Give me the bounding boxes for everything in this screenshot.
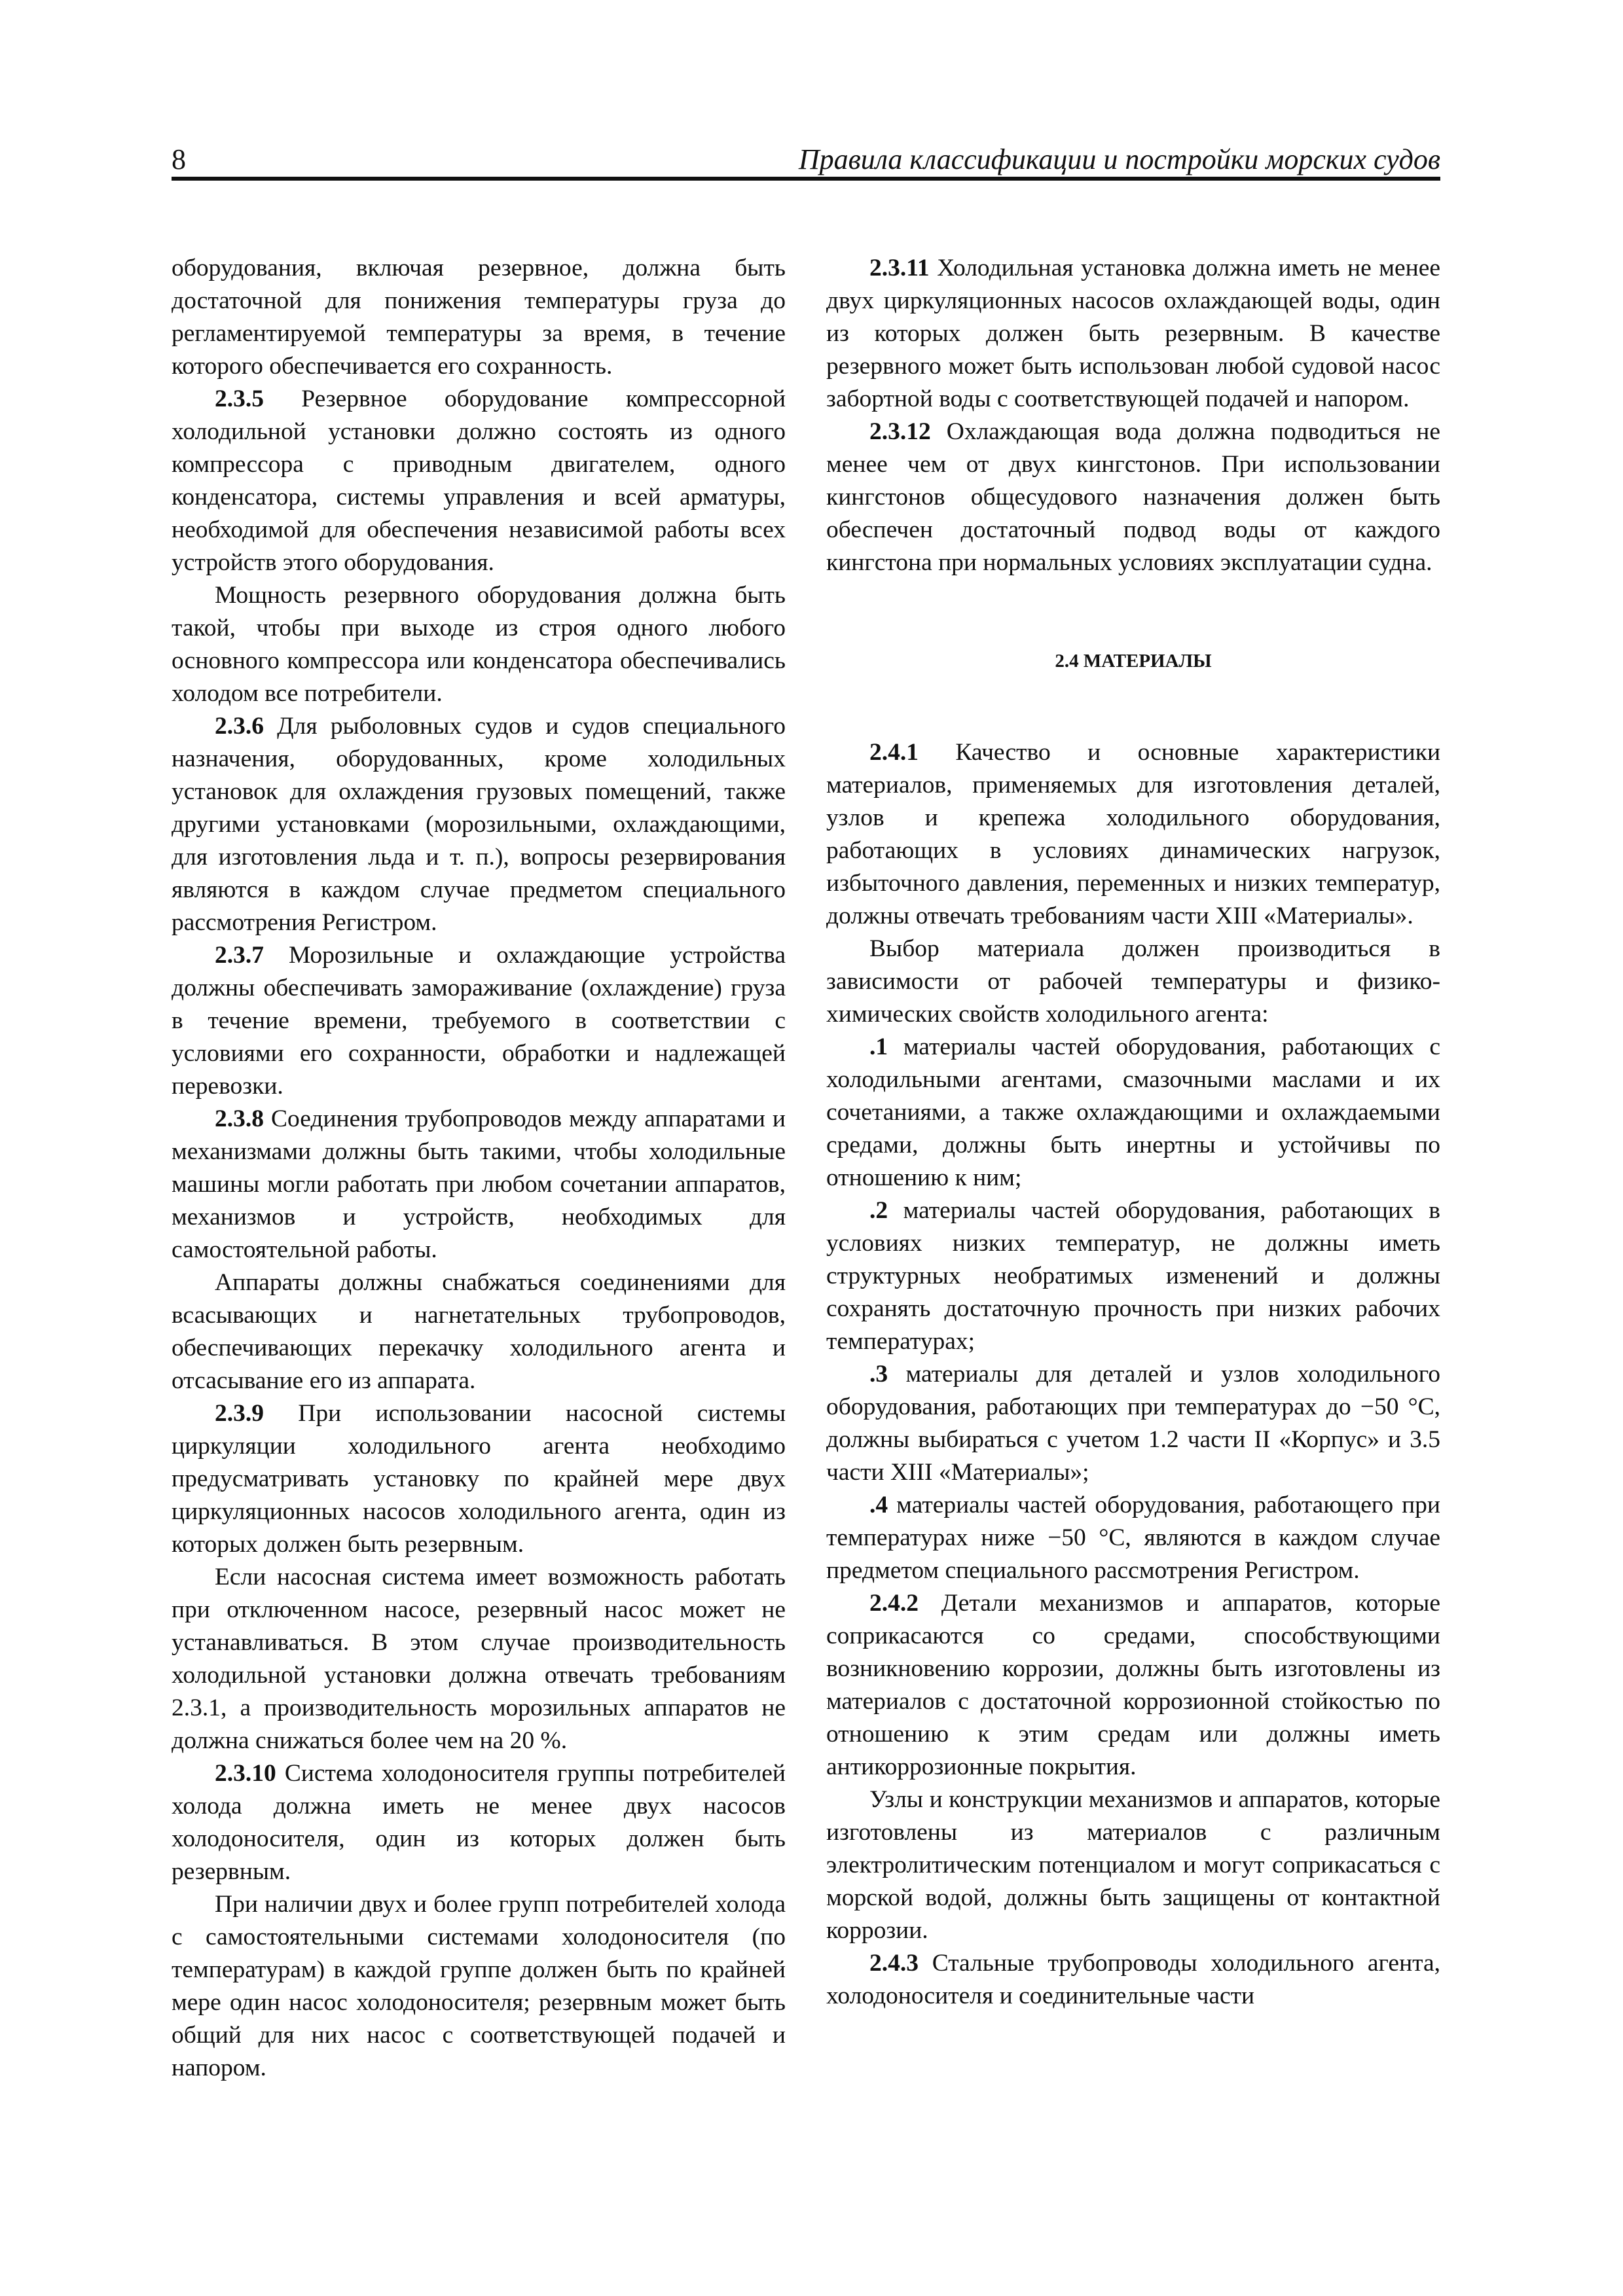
paragraph bbox=[172, 1103, 786, 1266]
list-number: .4 bbox=[869, 1492, 888, 1518]
paragraph bbox=[172, 710, 786, 939]
page-number: 8 bbox=[172, 143, 186, 175]
spacer bbox=[826, 677, 1440, 736]
paragraph bbox=[172, 1397, 786, 1561]
clause-number: 2.3.11 bbox=[869, 255, 930, 281]
paragraph-text: Детали механизмов и аппаратов, которые соприкасаются со средами, способствующими возникновению коррозии, должны быть изготовлены из материалов с достаточной коррозионной стойкостью по отношению к этим средам или должны иметь антикоррозионные покрытия. bbox=[826, 1590, 1441, 1780]
clause-number: 2.4.2 bbox=[869, 1590, 919, 1617]
paragraph-text: Стальные трубопроводы холодильного агента, холодоносителя и соединительные части bbox=[826, 1950, 1440, 2009]
paragraph-text: материалы частей оборудования, работающего при температурах ниже −50 °С, являются в каждом случае предметом специального рассмотрения Регистром. bbox=[826, 1492, 1440, 1584]
paragraph-text: Аппараты должны снабжаться соединениями для всасывающих и нагнетательных трубопроводов, обеспечивающих перекачку холодильного агента и отсасывание его из аппарата. bbox=[172, 1269, 786, 1394]
clause-number: 2.3.5 bbox=[215, 386, 264, 412]
header-rule bbox=[172, 177, 1440, 181]
paragraph-text: Соединения трубопроводов между аппаратами и механизмами должны быть такими, чтобы холодильные машины могли работать при любом сочетании аппаратов, механизмов и устройств, необходимых для самостоятельной работы. bbox=[172, 1105, 786, 1263]
paragraph-text: Холодильная установка должна иметь не менее двух циркуляционных насосов охлаждающей воды, один из которых должен быть резервным. В качестве резервного может быть использован любой судовой насос забортной воды с соответствующей подачей и напором. bbox=[826, 255, 1440, 412]
paragraph-text: материалы для деталей и узлов холодильного оборудования, работающих при температурах до −50 °С, должны выбираться с учетом 1.2 части II «Корпус» и 3.5 части XIII «Материалы»; bbox=[826, 1361, 1440, 1486]
section-title: 2.4 МАТЕРИАЛЫ bbox=[1055, 651, 1212, 672]
paragraph-text: Резервное оборудование компрессорной холодильной установки должно состоять из одного компрессора с приводным двигателем, одного конденсатора, системы управления и всей арматуры, необходимой для обеспечения независимой работы всех устройств этого оборудования. bbox=[172, 386, 786, 576]
paragraph bbox=[826, 416, 1440, 579]
paragraph bbox=[172, 579, 786, 710]
running-title: Правила классификации и постройки морских судов bbox=[798, 143, 1440, 175]
paragraph-text: При использовании насосной системы циркуляции холодильного агента необходимо предусматривать установку по крайней мере двух циркуляционных насосов холодильного агента, один из которых должен быть резервным. bbox=[172, 1400, 786, 1558]
clause-number: 2.3.9 bbox=[215, 1400, 264, 1427]
paragraph-text: Мощность резервного оборудования должна быть такой, чтобы при выходе из строя одного любого основного компрессора или конденсатора обеспечивались холодом все потребители. bbox=[172, 582, 786, 707]
paragraph-text: Если насосная система имеет возможность работать при отключенном насосе, резервный насос может не устанавливаться. В этом случае производительность холодильной установки должна отвечать требованиям 2.3.1, а производительность морозильных аппаратов не должна снижаться более чем на 20 %. bbox=[172, 1564, 786, 1754]
paragraph bbox=[172, 1888, 786, 2085]
paragraph-text: Качество и основные характеристики материалов, применяемых для изготовления деталей, узлов и крепежа холодильного оборудования, работающих в условиях динамических нагрузок, избыточного давления, переменных и низких температур, должны отвечать требованиям части XIII «Материалы». bbox=[826, 739, 1441, 929]
clause-number: 2.4.3 bbox=[869, 1950, 919, 1977]
list-number: .3 bbox=[869, 1361, 888, 1388]
list-item bbox=[826, 1358, 1440, 1489]
paragraph bbox=[826, 1947, 1440, 2013]
paragraph bbox=[172, 252, 786, 383]
clause-number: 2.3.6 bbox=[215, 713, 264, 740]
page-header bbox=[172, 143, 1440, 177]
paragraph bbox=[826, 1587, 1440, 1784]
paragraph bbox=[172, 1757, 786, 1888]
paragraph-text: Для рыболовных судов и судов специального назначения, оборудованных, кроме холодильных установок для охлаждения грузовых помещений, также другими установками (морозильными, охлаждающими, для изготовления льда и т. п.), вопросы резервирования являются в каждом случае предметом специального рассмотрения Регистром. bbox=[172, 713, 786, 936]
clause-number: 2.3.8 bbox=[215, 1105, 264, 1132]
paragraph bbox=[826, 736, 1440, 933]
clause-number: 2.4.1 bbox=[869, 739, 919, 766]
list-number: .1 bbox=[869, 1033, 888, 1060]
clause-number: 2.3.12 bbox=[869, 418, 931, 445]
list-item bbox=[826, 1489, 1440, 1587]
clause-number: 2.3.7 bbox=[215, 942, 264, 969]
paragraph bbox=[172, 383, 786, 579]
paragraph-text: Морозильные и охлаждающие устройства должны обеспечивать замораживание (охлаждение) груза в течение времени, требуемого в соответствии с условиями его сохранности, обработки и надлежащей перевозки. bbox=[172, 942, 786, 1100]
list-number: .2 bbox=[869, 1197, 888, 1224]
paragraph-text: Выбор материала должен производиться в зависимости от рабочей температуры и физико-химических свойств холодильного агента: bbox=[826, 935, 1440, 1028]
paragraph bbox=[826, 252, 1440, 416]
paragraph-text: Система холодоносителя группы потребителей холода должна иметь не менее двух насосов холодоносителя, один из которых должен быть резервным. bbox=[172, 1760, 786, 1885]
paragraph-text: При наличии двух и более групп потребителей холода с самостоятельными системами холодоносителя (по температурам) в каждой группе должен быть по крайней мере один насос холодоносителя; резервным может быть общий для них насос с соответствующей подачей и напором. bbox=[172, 1891, 786, 2081]
paragraph-text: Узлы и конструкции механизмов и аппаратов, которые изготовлены из материалов с различным электролитическим потенциалом и могут соприкасаться с морской водой, должны быть защищены от контактной коррозии. bbox=[826, 1786, 1440, 1944]
paragraph-text: материалы частей оборудования, работающих с холодильными агентами, смазочными маслами и их сочетаниями, а также охлаждающими и охлаждаемыми средами, должны быть инертны и устойчивы по отношению к ним; bbox=[826, 1033, 1441, 1191]
paragraph-text: оборудования, включая резервное, должна быть достаточной для понижения температуры груза до регламентируемой температуры за время, в течение которого обеспечивается его сохранность. bbox=[172, 255, 786, 380]
clause-number: 2.3.10 bbox=[215, 1760, 276, 1787]
paragraph bbox=[826, 1784, 1440, 1947]
list-item bbox=[826, 1194, 1440, 1358]
right-column bbox=[826, 252, 1440, 2013]
list-item bbox=[826, 1031, 1440, 1194]
paragraph bbox=[172, 939, 786, 1103]
spacer bbox=[826, 579, 1440, 645]
paragraph-text: материалы частей оборудования, работающих в условиях низких температур, не должны иметь структурных необратимых изменений и должны сохранять достаточную прочность при низких рабочих температурах; bbox=[826, 1197, 1441, 1355]
paragraph-text: Охлаждающая вода должна подводиться не менее чем от двух кингстонов. При использовании кингстонов общесудового назначения должен быть обеспечен достаточный подвод воды от каждого кингстона при нормальных условиях эксплуатации судна. bbox=[826, 418, 1441, 576]
paragraph bbox=[826, 933, 1440, 1031]
paragraph bbox=[172, 1561, 786, 1757]
paragraph bbox=[172, 1266, 786, 1397]
left-column bbox=[172, 252, 786, 2085]
